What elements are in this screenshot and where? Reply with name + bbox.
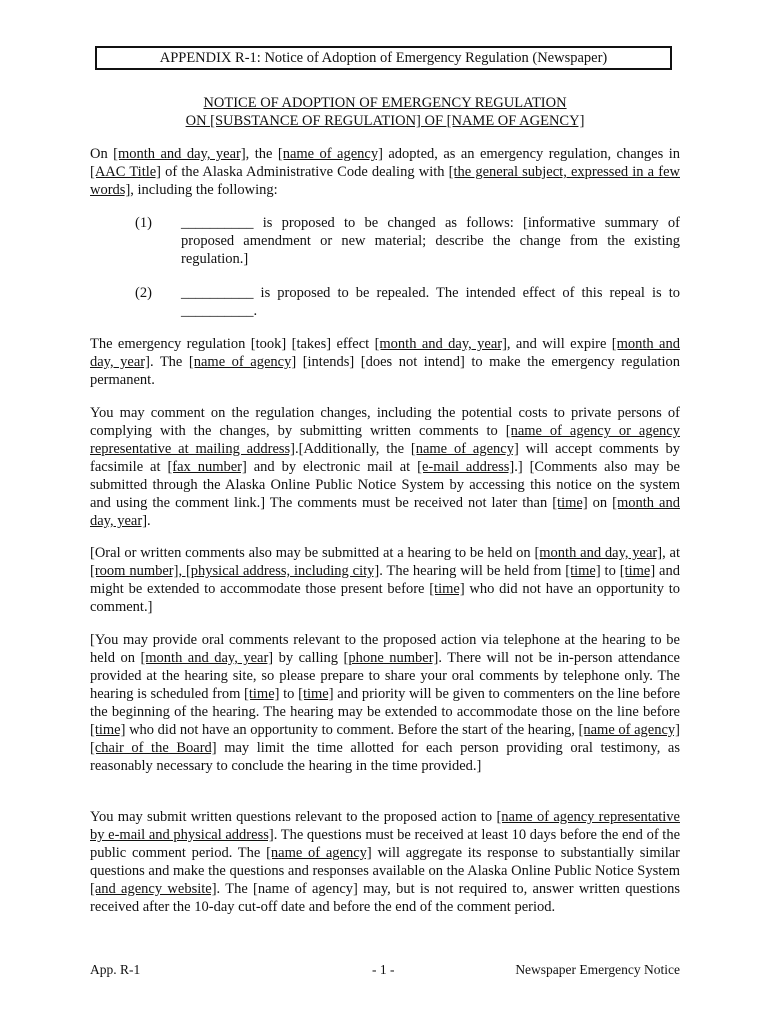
list-item-number: (1) bbox=[135, 215, 152, 231]
paragraph-comments: You may comment on the regulation changes, including the potential costs to private persons of complying with the changes, by submitting written comments to [name of agency or agency representative at mailing address].[Additionally, the [name of agency] will accept comments by facsimile at [fax number] and by electronic mail at [e-mail address].] [Comments also may be submitted through the Alaska Online Public Notice System by accessing this notice on the system and using the comment link.] The comments must be received not later than [time] on [month and day, year]. bbox=[90, 405, 680, 529]
paragraph-telephone-hearing: [You may provide oral comments relevant to the proposed action via telephone at the hearing to be held on [month and day, year] by calling [phone number]. There will not be in-person attendance provided at the hearing site, so please prepare to share your oral comments by telephone only. The hearing is scheduled from [time] to [time] and priority will be given to commenters on the line before the beginning of the hearing. The hearing may be extended to accommodate those on the line before [time] who did not have an opportunity to comment. Before the start of the hearing, [name of agency][chair of the Board] may limit the time allotted for each person providing oral testimony, as reasonably necessary to conclude the hearing in the time provided.] bbox=[90, 632, 681, 774]
notice-heading-line1: NOTICE OF ADOPTION OF EMERGENCY REGULATION bbox=[203, 95, 567, 111]
list-item-text: __________ is proposed to be changed as follows: [informative summary of proposed amendment or new material; describe the change from the existing regulation.] bbox=[181, 215, 680, 267]
footer-left: App. R-1 bbox=[90, 962, 141, 977]
list-item-number: (2) bbox=[135, 285, 152, 301]
paragraph-hearing: [Oral or written comments also may be submitted at a hearing to be held on [month and day, year], at [room number], [physical address, including city]. The hearing will be held from [time] to [time] and might be extended to accommodate those present before [time] who did not have an opportunity to comment.] bbox=[90, 545, 680, 615]
paragraph-adoption: On [month and day, year], the [name of agency] adopted, as an emergency regulation, changes in [AAC Title] of the Alaska Administrative Code dealing with [the general subject, expressed in a few words], including the following: bbox=[90, 146, 680, 198]
notice-heading-line2: ON [SUBSTANCE OF REGULATION] OF [NAME OF AGENCY] bbox=[185, 113, 585, 129]
paragraph-written-questions: You may submit written questions relevant to the proposed action to [name of agency representative by e-mail and physical address]. The questions must be received at least 10 days before the end of the public comment period. The [name of agency] will aggregate its response to substantially similar questions and make the questions and responses available on the Alaska Online Public Notice System [and agency website]. The [name of agency] may, but is not required to, answer written questions received after the 10-day cut-off date and before the end of the comment period. bbox=[90, 809, 681, 915]
paragraph-effect: The emergency regulation [took] [takes] effect [month and day, year], and will expire [month and day, year]. The [name of agency] [intends] [does not intend] to make the emergency regulation permanent. bbox=[90, 336, 681, 388]
footer-right: Newspaper Emergency Notice bbox=[515, 962, 680, 977]
footer-page-number: - 1 - bbox=[372, 962, 395, 977]
appendix-title: APPENDIX R-1: Notice of Adoption of Emergency Regulation (Newspaper) bbox=[95, 46, 672, 70]
list-item-text: __________ is proposed to be repealed. The intended effect of this repeal is to __________. bbox=[181, 285, 680, 319]
